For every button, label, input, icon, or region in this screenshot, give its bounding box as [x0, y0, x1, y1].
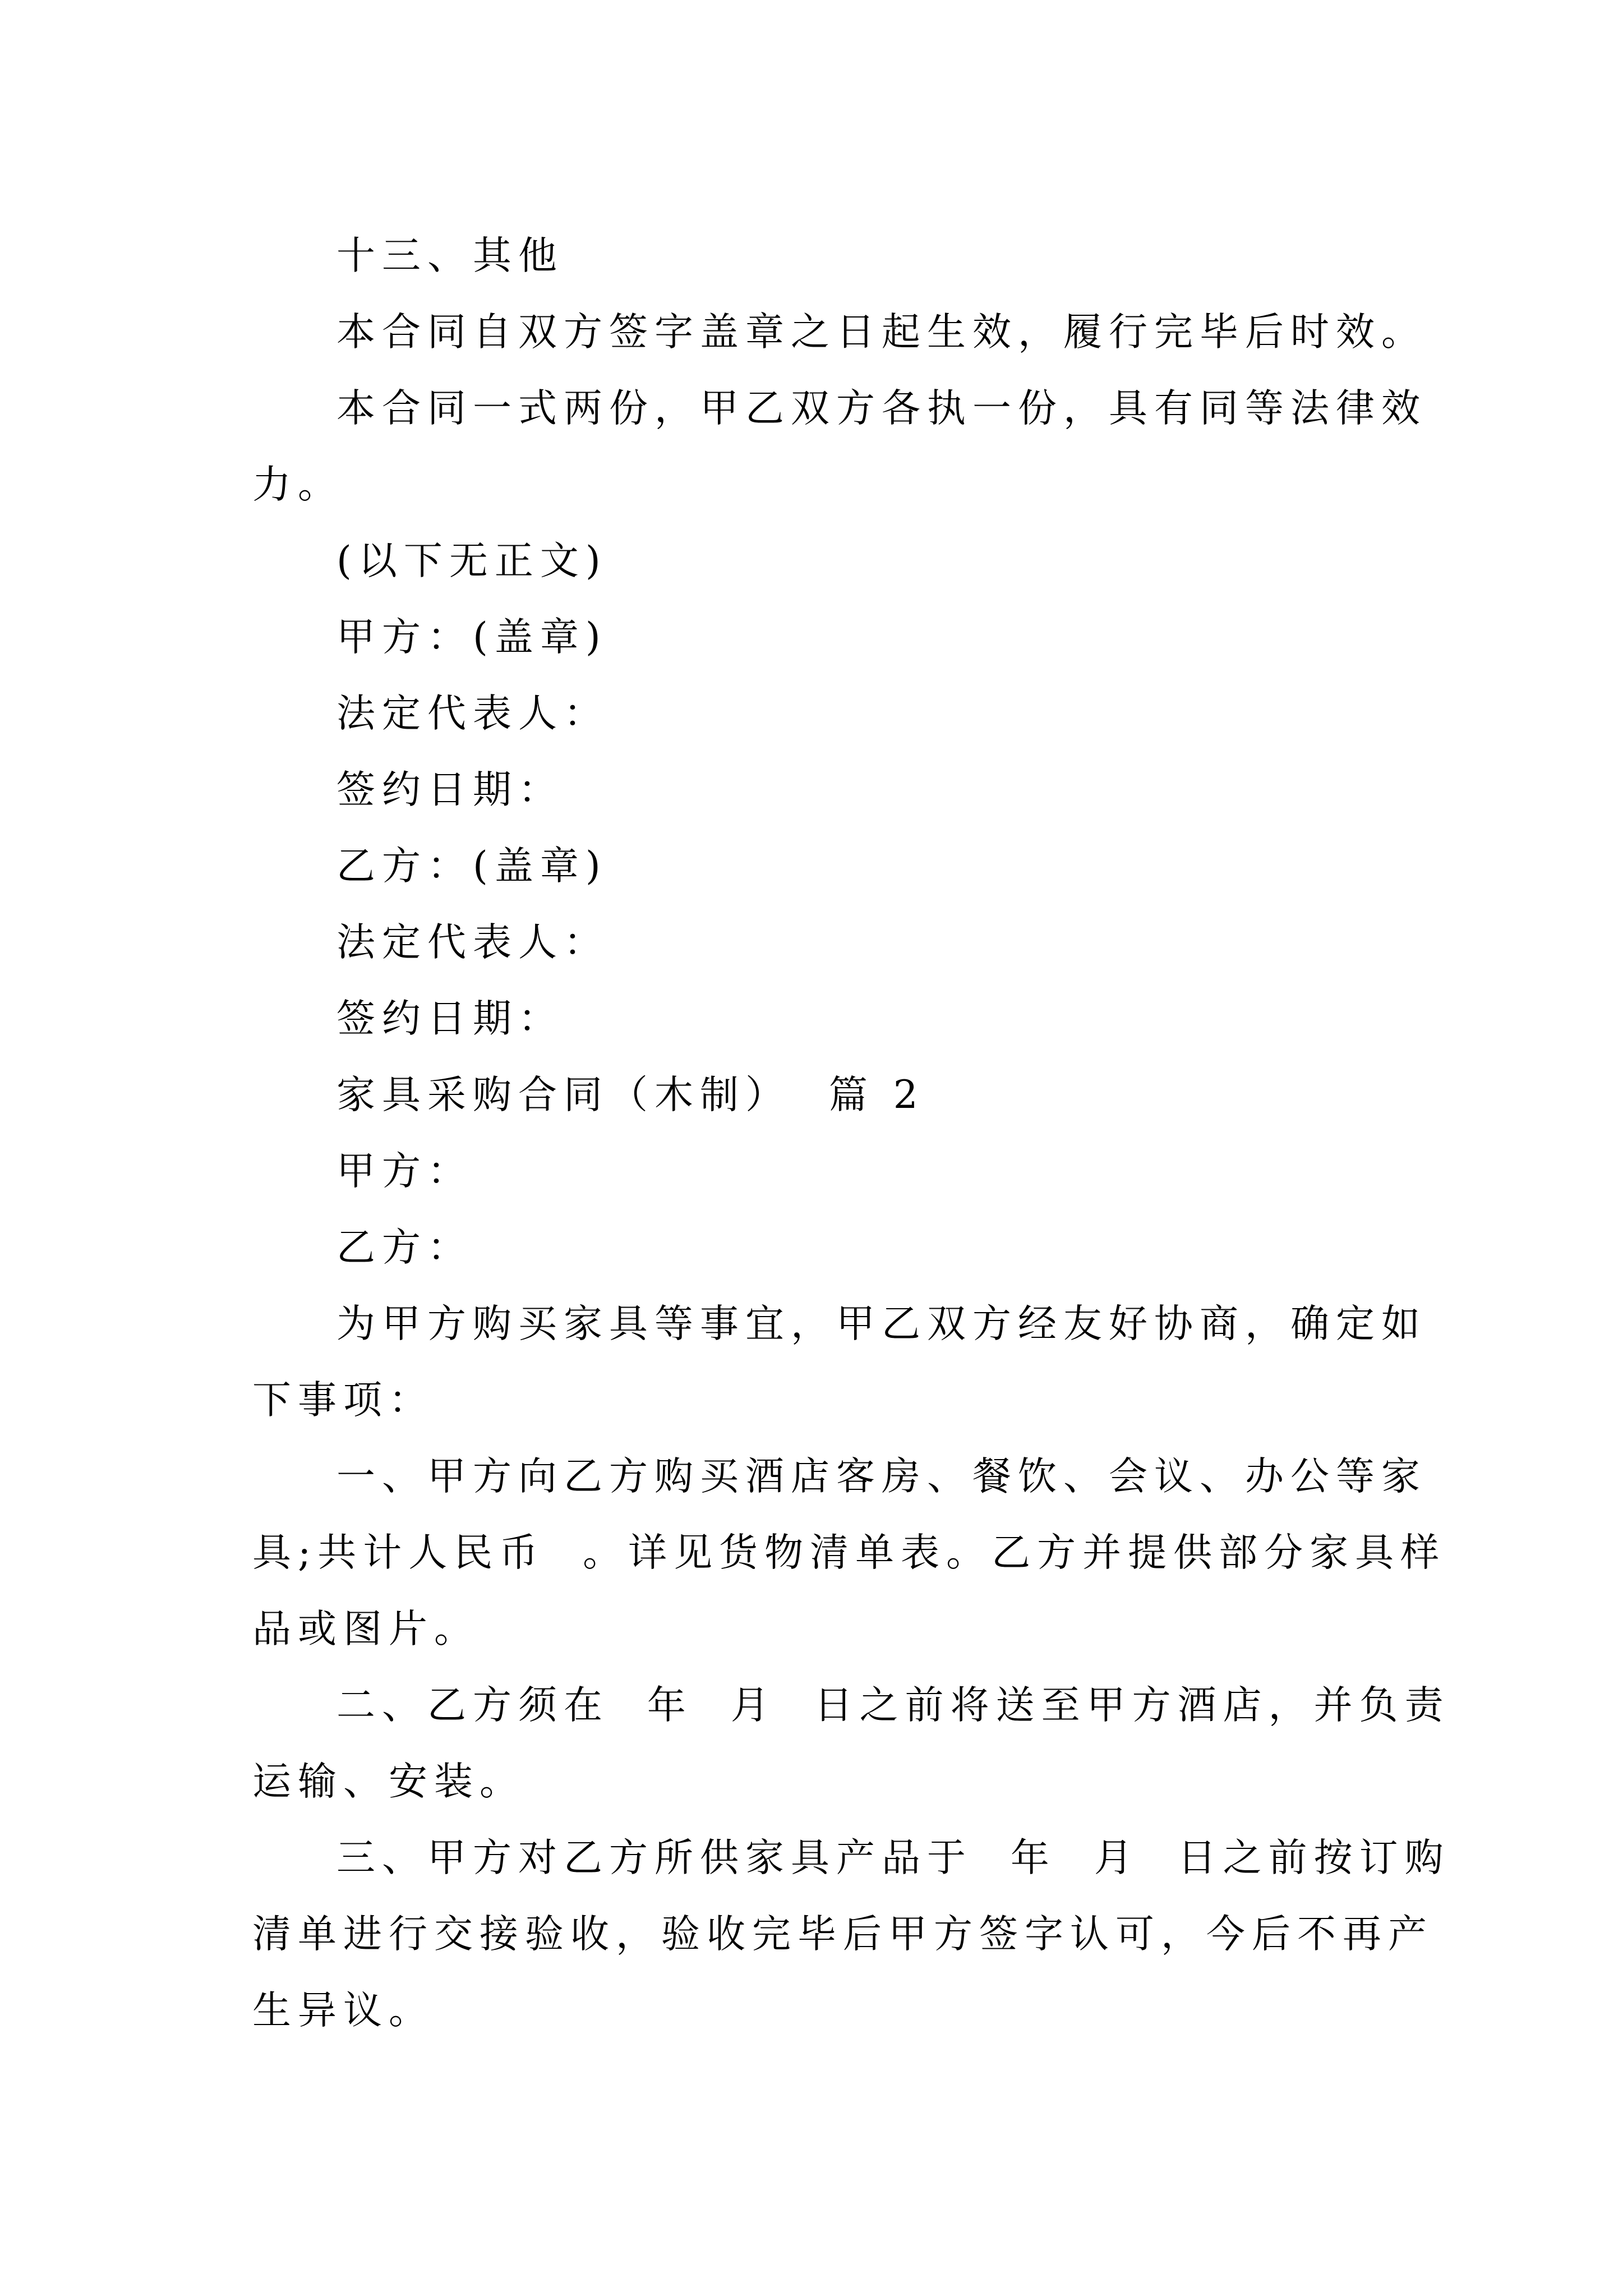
party-b-representative-label: 法定代表人： — [336, 920, 609, 965]
clause-1-continued-2: 品或图片。 — [252, 1607, 479, 1651]
clause-2-continued: 运输、安装。 — [252, 1759, 525, 1804]
party-b-label: 乙方： — [336, 1225, 473, 1270]
party-b-signing-date-label: 签约日期： — [336, 996, 564, 1041]
preamble: 为甲方购买家具等事宜，甲乙双方经友好协商，确定如 — [336, 1301, 1427, 1346]
clause-copies-continued: 力。 — [252, 462, 343, 507]
clause-copies: 本合同一式两份，甲乙双方各执一份，具有同等法律效 — [336, 386, 1427, 431]
party-a-label: 甲方： — [336, 1149, 473, 1194]
preamble-continued: 下事项： — [252, 1378, 434, 1423]
no-further-text-note: (以下无正文) — [336, 539, 607, 583]
party-b-seal-label: 乙方：(盖章) — [336, 844, 607, 889]
clause-3: 三、甲方对乙方所供家具产品于 年 月 日之前按订购 — [336, 1835, 1450, 1880]
clause-3-continued-2: 生异议。 — [252, 1988, 434, 2033]
contract-title-part-2: 家具采购合同（木制） 篇 2 — [336, 1073, 925, 1117]
clause-effective-date: 本合同自双方签字盖章之日起生效，履行完毕后时效。 — [336, 310, 1427, 355]
party-a-signing-date-label: 签约日期： — [336, 767, 564, 812]
section-heading-other: 十三、其他 — [336, 233, 564, 278]
clause-1: 一、甲方向乙方购买酒店客房、餐饮、会议、办公等家 — [336, 1454, 1427, 1499]
clause-1-continued: 具;共计人民币 。详见货物清单表。乙方并提供部分家具样 — [252, 1530, 1446, 1575]
clause-2: 二、乙方须在 年 月 日之前将送至甲方酒店，并负责 — [336, 1683, 1450, 1728]
document-body — [252, 218, 1450, 2049]
party-a-representative-label: 法定代表人： — [336, 691, 609, 736]
clause-3-continued: 清单进行交接验收，验收完毕后甲方签字认可，今后不再产 — [252, 1912, 1433, 1957]
party-a-seal-label: 甲方：(盖章) — [336, 615, 607, 660]
